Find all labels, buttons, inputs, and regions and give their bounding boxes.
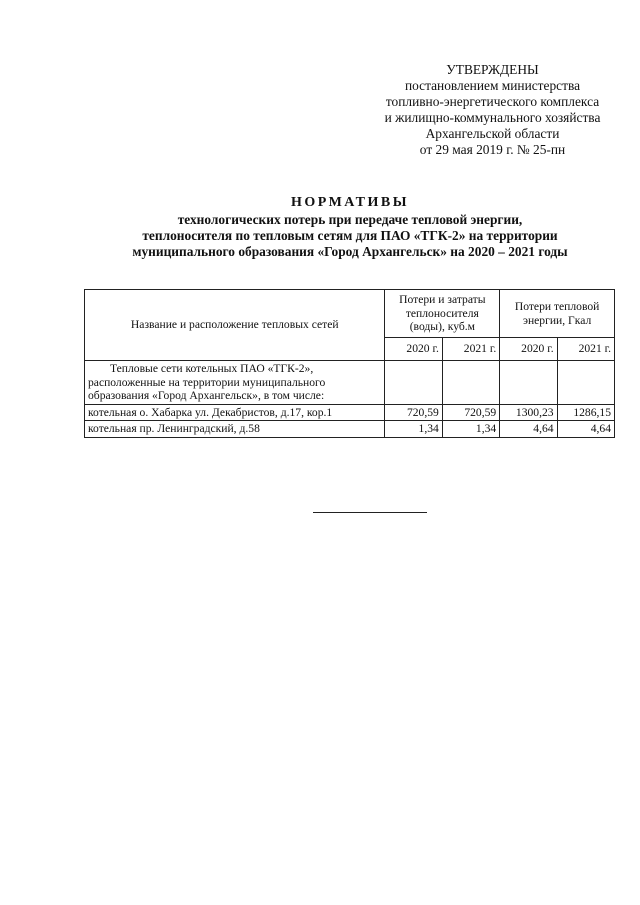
header-year: 2020 г.: [385, 338, 442, 361]
approval-line: и жилищно-коммунального хозяйства: [384, 110, 601, 125]
closing-rule: [313, 512, 427, 513]
approval-line: постановлением министерства: [404, 78, 581, 93]
table-row: [85, 404, 615, 421]
header-year: 2020 г.: [500, 338, 557, 361]
norms-table: [84, 289, 615, 438]
row-water-2020: 720,59: [385, 404, 442, 421]
row-name: котельная о. Хабарка ул. Декабристов, д.17, кор.1: [85, 404, 385, 421]
empty-cell: [442, 361, 499, 405]
table-row: [85, 421, 615, 438]
row-heat-2020: 1300,23: [500, 404, 557, 421]
subtitle-line: теплоносителя по тепловым сетям для ПАО «ТГК-2» на территории: [142, 228, 558, 243]
row-heat-2021: 4,64: [557, 421, 614, 438]
empty-cell: [500, 361, 557, 405]
table-header-row: [85, 290, 615, 338]
approval-line: топливно-энергетического комплекса: [385, 94, 600, 109]
title-block: [70, 194, 630, 260]
table-group-row: [85, 361, 615, 405]
approval-heading: УТВЕРЖДЕНЫ: [446, 62, 539, 77]
row-heat-2020: 4,64: [500, 421, 557, 438]
row-water-2021: 1,34: [442, 421, 499, 438]
header-heat-losses: Потери тепловой энергии, Гкал: [500, 290, 615, 338]
row-water-2021: 720,59: [442, 404, 499, 421]
row-heat-2021: 1286,15: [557, 404, 614, 421]
subtitle-line: муниципального образования «Город Архангельск» на 2020 – 2021 годы: [132, 244, 568, 259]
header-water-losses: Потери и затраты теплоносителя (воды), куб.м: [385, 290, 500, 338]
approval-block: [360, 62, 625, 158]
approval-line: Архангельской области: [425, 126, 560, 141]
subtitle-line: технологических потерь при передаче тепловой энергии,: [177, 212, 523, 227]
document-title: НОРМАТИВЫ: [291, 195, 409, 210]
row-name: котельная пр. Ленинградский, д.58: [85, 421, 385, 438]
header-network-name: Название и расположение тепловых сетей: [85, 290, 385, 361]
empty-cell: [557, 361, 614, 405]
document-subtitle: [70, 212, 630, 260]
header-year: 2021 г.: [557, 338, 614, 361]
row-water-2020: 1,34: [385, 421, 442, 438]
empty-cell: [385, 361, 442, 405]
group-label: Тепловые сети котельных ПАО «ТГК-2», расположенные на территории муниципального образования «Город Архангельск», в том числе:: [85, 361, 385, 405]
header-year: 2021 г.: [442, 338, 499, 361]
approval-date-line: от 29 мая 2019 г. № 25-пн: [419, 142, 566, 157]
